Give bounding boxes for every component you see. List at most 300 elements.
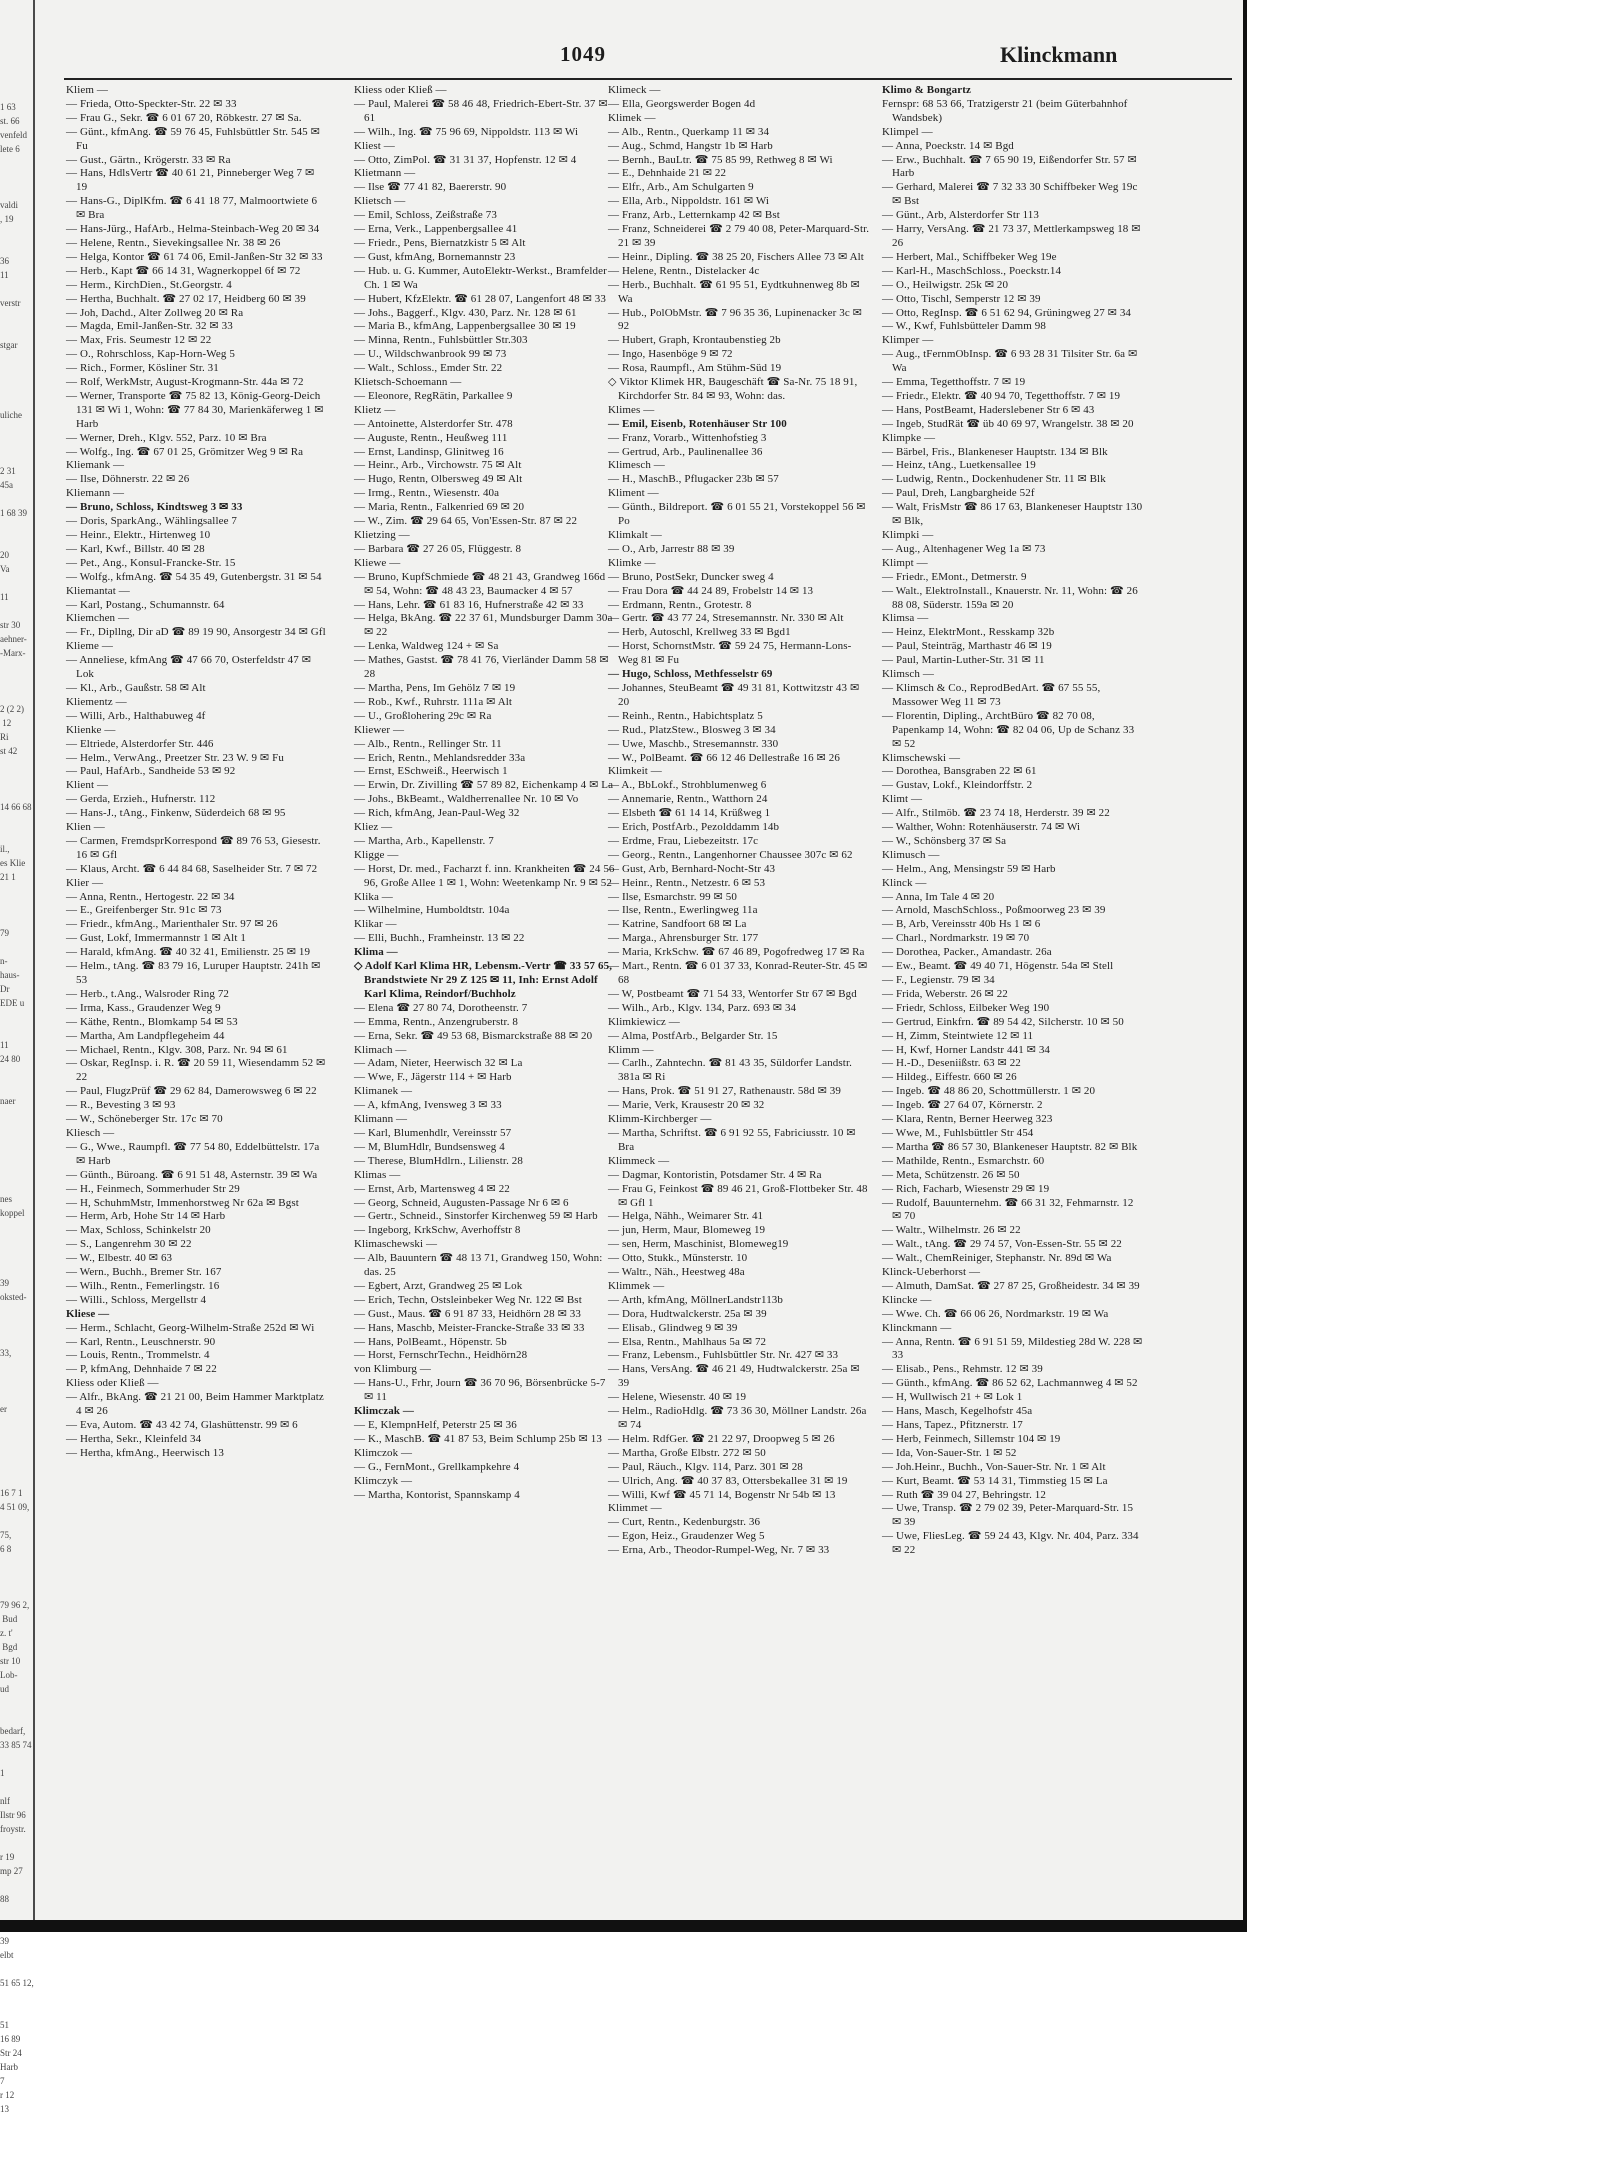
directory-entry: — Bruno, Schloss, Kindtsweg 3 ✉ 33 <box>66 501 243 514</box>
directory-entry: Kliementz — <box>66 695 127 708</box>
directory-entry: — Helene, Rentn., Distelacker 4c <box>608 264 760 277</box>
directory-entry: Klimpke — <box>882 431 936 444</box>
directory-entry: — P, kfmAng, Dehnhaide 7 ✉ 22 <box>66 1363 217 1376</box>
directory-entry: — Erw., Buchhalt. ☎ 7 65 90 19, Eißendorfer Str. 57 ✉ Harb <box>882 153 1137 180</box>
directory-entry: Kliemank — <box>66 459 125 472</box>
directory-entry: — Reinh., Rentn., Habichtsplatz 5 <box>608 709 763 722</box>
directory-entry: Klimmet — <box>608 1502 662 1515</box>
directory-entry: Klimo & Bongartz <box>882 84 971 96</box>
directory-entry: — Gertrud, Arb., Paulinenallee 36 <box>608 445 763 458</box>
directory-entry: — Waltr., Näh., Heestweg 48a <box>608 1266 745 1279</box>
directory-entry: — Marie, Verk, Krausestr 20 ✉ 32 <box>608 1099 765 1112</box>
directory-entry: — Otto, ZimPol. ☎ 31 31 37, Hopfenstr. 12 ✉ 4 <box>354 153 577 166</box>
directory-entry: — Helm., RadioHdlg. ☎ 73 36 30, Möllner Landstr. 26a ✉ 74 <box>608 1405 867 1431</box>
directory-entry: — Rudolf, Bauunternehm. ☎ 66 31 32, Fehmarnstr. 12 ✉ 70 <box>882 1196 1134 1223</box>
directory-entry: — Maria B., kfmAng, Lappenbergsallee 30 ✉ 19 <box>354 320 576 333</box>
directory-entry: — E., Dehnhaide 21 ✉ 22 <box>608 167 727 180</box>
directory-entry: — Georg, Schneid, Augusten-Passage Nr 6 ✉ 6 <box>354 1196 569 1209</box>
directory-entry: — Wwe, M., Fuhlsbüttler Str 454 <box>882 1126 1034 1139</box>
directory-entry: — Martha ☎ 86 57 30, Blankeneser Hauptstr. 82 ✉ Blk <box>882 1140 1138 1153</box>
directory-entry: — Max, Fris. Seumestr 12 ✉ 22 <box>66 334 212 347</box>
directory-entry: — Walt., Schloss., Emder Str. 22 <box>354 362 503 375</box>
directory-entry: — Hubert, Graph, Krontaubenstieg 2b <box>608 334 781 347</box>
directory-entry: — Martha, Schriftst. ☎ 6 91 92 55, Fabriciusstr. 10 ✉ Bra <box>608 1126 856 1153</box>
directory-entry: — Charl., Nordmarkstr. 19 ✉ 70 <box>882 932 1030 945</box>
directory-entry: — Wwe, F., Jägerstr 114 + ✉ Harb <box>354 1071 512 1084</box>
directory-entry: — Helm. RdfGer. ☎ 21 22 97, Droopweg 5 ✉ 26 <box>608 1432 835 1445</box>
directory-entry: — Rud., PlatzStew., Blosweg 3 ✉ 34 <box>608 723 776 736</box>
directory-entry: — Hugo, Schloss, Methfesselstr 69 <box>608 668 773 681</box>
directory-entry: — Mathilde, Rentn., Esmarchstr. 60 <box>882 1154 1045 1167</box>
directory-entry: — Ilse, Rentn., Ewerlingweg 11a <box>608 904 758 917</box>
directory-entry: — Elli, Buchh., Framheinstr. 13 ✉ 22 <box>354 932 525 945</box>
directory-entry: — Paul, Dreh, Langbargheide 52f <box>882 487 1035 500</box>
directory-entry: — Friedr, Schloss, Eilbeker Weg 190 <box>882 1001 1050 1014</box>
directory-entry: — Max, Schloss, Schinkelstr 20 <box>66 1224 211 1237</box>
directory-entry: — Heinr., Dipling. ☎ 38 25 20, Fischers Allee 73 ✉ Alt <box>608 250 864 263</box>
directory-entry: — Günth., Bildreport. ☎ 6 01 55 21, Vorstekoppel 56 ✉ Po <box>608 501 866 528</box>
directory-entry: — Almuth, DamSat. ☎ 27 87 25, Großheidestr. 34 ✉ 39 <box>882 1279 1140 1292</box>
directory-entry: — Dora, Hudtwalckerstr. 25a ✉ 39 <box>608 1307 767 1320</box>
directory-entry: — Elisab., Glindweg 9 ✉ 39 <box>608 1321 738 1334</box>
directory-entry: Klimann — <box>354 1113 408 1126</box>
directory-entry: — Helm., VerwAng., Preetzer Str. 23 W. 9 ✉ Fu <box>66 751 284 764</box>
directory-entry: — W., Schönsberg 37 ✉ Sa <box>882 834 1007 847</box>
directory-entry: — Aug., Altenhagener Weg 1a ✉ 73 <box>882 542 1046 555</box>
directory-entry: — Paul, Steinträg, Marthastr 46 ✉ 19 <box>882 640 1052 653</box>
directory-entry: — Hans, VersAng. ☎ 46 21 49, Hudtwalckerstr. 25a ✉ 39 <box>608 1363 860 1390</box>
directory-entry: Klimas — <box>354 1168 401 1181</box>
directory-entry: — Louis, Rentn., Trommelstr. 4 <box>66 1349 210 1362</box>
directory-entry: — Willi, Kwf ☎ 45 71 14, Bogenstr Nr 54b ✉ 13 <box>608 1488 836 1501</box>
directory-entry: Klimczak — <box>354 1405 414 1418</box>
directory-entry: — Wolfg., Ing. ☎ 67 01 25, Grömitzer Weg 9 ✉ Ra <box>66 445 304 458</box>
directory-entry: — H., MaschB., Pflugacker 23b ✉ 57 <box>608 473 779 486</box>
directory-entry: — Franz, Arb., Letternkamp 42 ✉ Bst <box>608 209 780 222</box>
directory-entry: — Harry, VersAng. ☎ 21 73 37, Mettlerkampsweg 18 ✉ 26 <box>882 223 1141 249</box>
directory-entry: Klimkeit — <box>608 765 662 778</box>
directory-entry: — Harald, kfmAng. ☎ 40 32 41, Emilienstr. 25 ✉ 19 <box>66 946 311 959</box>
directory-entry: — Klaus, Archt. ☎ 6 44 84 68, Saselheider Str. 7 ✉ 72 <box>66 862 318 875</box>
directory-entry: — A, kfmAng, Ivensweg 3 ✉ 33 <box>354 1099 502 1112</box>
directory-entry: — Waltr., Wilhelmstr. 26 ✉ 22 <box>882 1224 1021 1237</box>
directory-entry: — Helene, Rentn., Sievekingsallee Nr. 38 ✉ 26 <box>66 236 281 249</box>
directory-entry: — Katrine, Sandfoort 68 ✉ La <box>608 918 747 931</box>
directory-entry: — Klimsch & Co., ReprodBedArt. ☎ 67 55 55, Massower Weg 11 ✉ 73 <box>882 681 1101 708</box>
directory-entry: Klimm — <box>608 1043 654 1056</box>
directory-entry: — Helm., tAng. ☎ 83 79 16, Luruper Hauptstr. 241h ✉ 53 <box>66 960 321 986</box>
directory-entry: — Karl, Postang., Schumannstr. 64 <box>66 598 225 611</box>
directory-entry: von Klimburg — <box>354 1363 431 1376</box>
directory-entry: — Bernh., BauLtr. ☎ 75 85 99, Rethweg 8 ✉ Wi <box>608 153 833 166</box>
directory-entry: — Maria, Rentn., Falkenried 69 ✉ 20 <box>354 501 525 514</box>
directory-entry: — Werner, Transporte ☎ 75 82 13, König-Georg-Deich 131 ✉ Wi 1, Wohn: ☎ 77 84 30, Marienkäferweg 1 ✉ Harb <box>66 389 324 430</box>
directory-entry: — Heinr., Arb., Virchowstr. 75 ✉ Alt <box>354 459 522 472</box>
directory-entry: — Lenka, Waldweg 124 + ✉ Sa <box>354 640 499 653</box>
directory-entry: — Ella, Arb., Nippoldstr. 161 ✉ Wi <box>608 195 770 208</box>
directory-entry: — E, KlempnHelf, Peterstr 25 ✉ 36 <box>354 1419 517 1431</box>
directory-entry: — Irmg., Rentn., Wiesenstr. 40a <box>354 487 500 500</box>
directory-entry: Kliess oder Kließ — <box>354 84 447 96</box>
directory-entry: — Heinr., Rentn., Netzestr. 6 ✉ 53 <box>608 876 766 889</box>
directory-entry: — Anna, Rentn., Hertogestr. 22 ✉ 34 <box>66 890 235 903</box>
directory-entry: — Käthe, Rentn., Blomkamp 54 ✉ 53 <box>66 1015 238 1028</box>
directory-entry: — Helga, BkAng. ☎ 22 37 61, Mundsburger Damm 30a ✉ 22 <box>354 612 613 639</box>
directory-entry: — Dorothea, Packer., Amandastr. 26a <box>882 946 1052 959</box>
directory-entry: — W., Schöneberger Str. 17c ✉ 70 <box>66 1113 223 1126</box>
directory-entry: — Rolf, WerkMstr, August-Krogmann-Str. 44a ✉ 72 <box>66 376 304 389</box>
directory-entry: — Florentin, Dipling., ArchtBüro ☎ 82 70 08, Papenkamp 14, Wohn: ☎ 82 04 06, Up de Schanz 33 ✉ 52 <box>882 709 1135 750</box>
directory-entry: — Franz, Schneiderei ☎ 2 79 40 08, Peter-Marquard-Str. 21 ✉ 39 <box>608 223 870 249</box>
directory-entry: — M, BlumHdlr, Bundsensweg 4 <box>354 1140 505 1153</box>
directory-entry: Klienke — <box>66 723 116 736</box>
directory-entry: — H., Feinmech, Sommerhuder Str 29 <box>66 1182 240 1195</box>
directory-entry: — Bruno, KupfSchmiede ☎ 48 21 43, Grandweg 166d ✉ 54, Wohn: ☎ 48 43 23, Baumacker 4 ✉ 57 <box>354 570 606 597</box>
directory-entry: — Michael, Rentn., Klgv. 308, Parz. Nr. 94 ✉ 61 <box>66 1043 288 1056</box>
directory-entry: — Alb, Bauuntern ☎ 48 13 71, Grandweg 150, Wohn: das. 25 <box>354 1252 603 1279</box>
directory-entry: — Pet., Ang., Konsul-Francke-Str. 15 <box>66 556 236 569</box>
directory-entry: — E., Greifenberger Str. 91c ✉ 73 <box>66 904 222 917</box>
directory-entry: — Friedr., Pens, Biernatzkistr 5 ✉ Alt <box>354 236 526 249</box>
directory-entry: — O., Arb, Jarrestr 88 ✉ 39 <box>608 542 735 555</box>
directory-entry: — Ilse, Döhnerstr. 22 ✉ 26 <box>66 473 190 486</box>
directory-entry: — Walther, Wohn: Rotenhäuserstr. 74 ✉ Wi <box>882 821 1081 834</box>
directory-entry: — Ilse ☎ 77 41 82, Baererstr. 90 <box>354 181 507 194</box>
directory-entry: — Frau Dora ☎ 44 24 89, Frobelstr 14 ✉ 13 <box>608 584 814 597</box>
directory-entry: — Otto, Tischl, Semperstr 12 ✉ 39 <box>882 292 1041 305</box>
directory-entry: — Hub. u. G. Kummer, AutoElektr-Werkst., Bramfelder Ch. 1 ✉ Wa <box>354 264 607 291</box>
directory-entry: Klimschewski — <box>882 751 961 764</box>
directory-entry: — Paul, Räuch., Klgv. 114, Parz. 301 ✉ 28 <box>608 1460 803 1473</box>
directory-entry: — Antoinette, Alsterdorfer Str. 478 <box>354 417 513 430</box>
directory-entry: — Paul, Martin-Luther-Str. 31 ✉ 11 <box>882 654 1045 667</box>
directory-entry: Klimes — <box>608 403 655 416</box>
directory-entry: — Gust., Maus. ☎ 6 91 87 33, Heidhörn 28 ✉ 33 <box>354 1307 581 1320</box>
directory-entry: — G., FernMont., Grellkampkehre 4 <box>354 1460 520 1473</box>
directory-entry: — Hans, PostBeamt, Haderslebener Str 6 ✉ 43 <box>882 403 1095 416</box>
directory-entry: — Adam, Nieter, Heerwisch 32 ✉ La <box>354 1057 523 1070</box>
directory-entry: — Egon, Heiz., Graudenzer Weg 5 <box>608 1530 765 1543</box>
directory-entry: — Minna, Rentn., Fuhlsbüttler Str.303 <box>354 334 528 347</box>
directory-entry: — sen, Herm, Maschinist, Blomeweg19 <box>608 1238 789 1251</box>
directory-entry: — Ella, Georgswerder Bogen 4d <box>608 97 756 110</box>
directory-entry: — Günth., kfmAng. ☎ 86 52 62, Lachmannweg 4 ✉ 52 <box>882 1377 1138 1390</box>
directory-entry: — Elisab., Pens., Rehmstr. 12 ✉ 39 <box>882 1363 1043 1376</box>
directory-entry: — Aug., tFernmObInsp. ☎ 6 93 28 31 Tilsiter Str. 6a ✉ Wa <box>882 348 1138 375</box>
directory-entry: — S., Langenrehm 30 ✉ 22 <box>66 1238 192 1251</box>
directory-entry: Kliess oder Kließ — <box>66 1377 159 1390</box>
directory-entry: — Elfr., Arb., Am Schulgarten 9 <box>608 181 754 194</box>
directory-entry: — Gertr., Schneid., Sinstorfer Kirchenweg 59 ✉ Harb <box>354 1210 598 1223</box>
scan-border-bottom <box>0 1920 1247 1932</box>
directory-entry: Kliest — <box>354 139 395 152</box>
directory-entry: — Alfr., Stilmöb. ☎ 23 74 18, Herderstr. 39 ✉ 22 <box>882 807 1110 820</box>
directory-entry: — Ingo, Hasenböge 9 ✉ 72 <box>608 348 733 361</box>
directory-entry: — Hans-Jürg., HafArb., Helma-Steinbach-Weg 20 ✉ 34 <box>66 223 320 236</box>
directory-entry: — Hans-J., tAng., Finkenw, Süderdeich 68 ✉ 95 <box>66 807 286 820</box>
directory-entry: — Rob., Kwf., Ruhrstr. 111a ✉ Alt <box>354 695 513 708</box>
directory-entry: — G., Wwe., Raumpfl. ☎ 77 54 80, Eddelbüttelstr. 17a ✉ Harb <box>66 1140 320 1167</box>
directory-entry: — Günt., Arb, Alsterdorfer Str 113 <box>882 209 1039 222</box>
directory-entry: — Doris, SparkAng., Wählingsallee 7 <box>66 515 238 528</box>
directory-entry: — Martha, Kontorist, Spannskamp 4 <box>354 1488 520 1501</box>
directory-entry: Klimsa — <box>882 612 929 625</box>
directory-entry: — Auguste, Rentn., Heußweg 111 <box>354 431 508 444</box>
directory-entry: — Herb., Kapt ☎ 66 14 31, Wagnerkoppel 6f ✉ 72 <box>66 264 301 277</box>
directory-entry: — Bruno, PostSekr, Duncker sweg 4 <box>608 570 774 583</box>
directory-entry: — U., Großlohering 29c ✉ Ra <box>354 709 492 722</box>
directory-entry: Kliesch — <box>66 1126 115 1139</box>
directory-entry: — K., MaschB. ☎ 41 87 53, Beim Schlump 25b ✉ 13 <box>354 1432 602 1445</box>
directory-entry: Klietsch — <box>354 195 406 208</box>
directory-entry: — Joh.Heinr., Buchh., Von-Sauer-Str. Nr. 1 ✉ Alt <box>882 1460 1106 1473</box>
directory-entry: — Rich, Facharb, Wiesenstr 29 ✉ 19 <box>882 1182 1050 1195</box>
directory-entry: — Anneliese, kfmAng ☎ 47 66 70, Osterfeldstr 47 ✉ Lok <box>66 654 312 681</box>
directory-entry: — Hans-U., Frhr, Journ ☎ 36 70 96, Börsenbrücke 5-7 ✉ 11 <box>354 1377 606 1404</box>
directory-entry: Klimesch — <box>608 459 665 472</box>
directory-entry: — Hans, Lehr. ☎ 61 83 16, Hufnerstraße 42 ✉ 33 <box>354 598 584 611</box>
directory-entry: — Otto, Stukk., Münsterstr. 10 <box>608 1252 748 1265</box>
directory-entry: — F., Legienstr. 79 ✉ 34 <box>882 974 995 986</box>
directory-entry: — Heinz, tAng., Luetkensallee 19 <box>882 459 1036 472</box>
directory-entry: ◇ Adolf Karl Klima HR, Lebensm.-Vertr ☎ 33 57 65, Brandstwiete Nr 29 Z 125 ✉ 11, Inh: Ernst Adolf Karl Klima, Reindorf/Buchholz <box>354 960 613 1000</box>
directory-column-4 <box>882 84 1144 1884</box>
facing-page-bleed-text: 1 63 st. 66 venfeld lete 6 valdi , 19 36 11 verstr stgar uliche 2 31 45a 1 68 39 20 Va 11 str 30 aehner- -Marx- 2 (2 2) 12 Ri st 42 14 66 68 il., es Klie 21 1 79 n- haus- Dr EDE u 11 24 80 naer nes koppel 39 oksted- 33, er 16 7 1 4 51 09, 75, 6 8 79 96 2, Bud z. t' Bgd str 10 Lob- ud bedarf, 33 85 74 1 nlf Ilstr 96 froystr. r 19 mp 27 88 39 elbt 51 65 12, 51 16 89 Str 24 Harb 7 r 12 13 <box>0 102 34 2114</box>
directory-entry: — Kurt, Beamt. ☎ 53 14 31, Timmstieg 15 ✉ La <box>882 1474 1108 1487</box>
directory-entry: — Herb., t.Ang., Walsroder Ring 72 <box>66 987 230 1000</box>
directory-entry: — Gertrud, Einkfrn. ☎ 89 54 42, Silcherstr. 10 ✉ 50 <box>882 1015 1124 1028</box>
directory-entry: — A., BbLokf., Strohblumenweg 6 <box>608 779 767 792</box>
directory-entry: — Alma, PostfArb., Belgarder Str. 15 <box>608 1029 778 1042</box>
directory-entry: Klimmek — <box>608 1279 665 1292</box>
directory-entry: Kliez — <box>354 821 393 834</box>
directory-entry: — Paul, FlugzPrüf ☎ 29 62 84, Damerowsweg 6 ✉ 22 <box>66 1085 317 1098</box>
directory-entry: — Emma, Tegetthoffstr. 7 ✉ 19 <box>882 376 1026 389</box>
directory-entry: — Ilse, Esmarchstr. 99 ✉ 50 <box>608 890 737 903</box>
directory-entry: — Uwe, Transp. ☎ 2 79 02 39, Peter-Marquard-Str. 15 ✉ 39 <box>882 1502 1134 1529</box>
directory-entry: — Alb., Rentn., Rellinger Str. 11 <box>354 737 502 750</box>
page-number: 1049 <box>560 42 606 66</box>
directory-entry: — Ruth ☎ 39 04 27, Behringstr. 12 <box>882 1488 1046 1501</box>
directory-entry: — Walt., ElektroInstall., Knauerstr. Nr. 11, Wohn: ☎ 26 88 08, Süderstr. 159a ✉ 20 <box>882 584 1138 611</box>
directory-entry: Klimper — <box>882 334 934 347</box>
directory-entry: — Horst, FernschrTechn., Heidhörn28 <box>354 1349 528 1362</box>
directory-entry: — Anna, Im Tale 4 ✉ 20 <box>882 890 995 903</box>
directory-entry: — Gerda, Erzieh., Hufnerstr. 112 <box>66 793 216 806</box>
directory-entry: Klinck-Ueberhorst — <box>882 1266 981 1279</box>
directory-entry: Klimach — <box>354 1043 407 1056</box>
directory-entry: Kliemantat — <box>66 584 130 597</box>
directory-entry: — Ernst, Arb, Martensweg 4 ✉ 22 <box>354 1182 510 1195</box>
directory-entry: — Gust, Arb, Bernhard-Nocht-Str 43 <box>608 862 776 875</box>
directory-entry: Klimt — <box>882 793 923 806</box>
directory-column-2 <box>354 84 616 1884</box>
directory-entry: Klimczok — <box>354 1446 413 1459</box>
directory-entry: — Kl., Arb., Gaußstr. 58 ✉ Alt <box>66 681 206 694</box>
directory-entry: — Frieda, Otto-Speckter-Str. 22 ✉ 33 <box>66 97 237 110</box>
directory-entry: — Aug., Schmd, Hangstr 1b ✉ Harb <box>608 139 773 152</box>
directory-entry: — Maria, KrkSchw. ☎ 67 46 89, Pogofredweg 17 ✉ Ra <box>608 946 865 959</box>
directory-entry: — Wolfg., kfmAng. ☎ 54 35 49, Gutenbergstr. 31 ✉ 54 <box>66 570 322 583</box>
directory-entry: — Herbert, Mal., Schiffbeker Weg 19e <box>882 250 1057 263</box>
directory-entry: Klietz — <box>354 403 396 416</box>
directory-entry: — Helga, Nähh., Weimarer Str. 41 <box>608 1210 764 1223</box>
directory-entry: — Herb, Autoschl, Krellweg 33 ✉ Bgd1 <box>608 626 791 639</box>
directory-entry: — Gust., Gärtn., Krögerstr. 33 ✉ Ra <box>66 153 231 166</box>
directory-entry: — Herm, Arb, Hohe Str 14 ✉ Harb <box>66 1210 226 1223</box>
directory-entry: — Otto, RegInsp. ☎ 6 51 62 94, Grüningweg 27 ✉ 34 <box>882 306 1132 319</box>
directory-entry: — Rich., Former, Kösliner Str. 31 <box>66 362 219 375</box>
directory-entry: Klimaschewski — <box>354 1238 438 1251</box>
directory-entry: — Herb., Buchhalt. ☎ 61 95 51, Eydtkuhnenweg 8b ✉ Wa <box>608 278 860 305</box>
directory-entry: — Curt, Rentn., Kedenburgstr. 36 <box>608 1516 761 1529</box>
directory-entry: — Erwin, Dr. Zivilling ☎ 57 89 82, Eichenkamp 4 ✉ La <box>354 779 614 792</box>
directory-entry: — Herm., Schlacht, Georg-Wilhelm-Straße 252d ✉ Wi <box>66 1321 315 1334</box>
directory-entry: Klietzing — <box>354 529 410 541</box>
directory-entry: — Ernst, ESchweiß., Heerwisch 1 <box>354 765 508 778</box>
directory-entry: — Elsa, Rentn., Mahlhaus 5a ✉ 72 <box>608 1335 767 1348</box>
directory-entry: — Hans, HdlsVertr ☎ 40 61 21, Pinneberger Weg 7 ✉ 19 <box>66 167 315 194</box>
directory-entry: Klikar — <box>354 918 397 931</box>
directory-column-1 <box>66 84 328 1884</box>
directory-entry: Kliewer — <box>354 723 405 736</box>
directory-entry: — Egbert, Arzt, Grandweg 25 ✉ Lok <box>354 1279 523 1292</box>
directory-entry: — Martha, Am Landpflegeheim 44 <box>66 1029 225 1042</box>
directory-entry: — Walt., tAng. ☎ 29 74 57, Von-Essen-Str. 55 ✉ 22 <box>882 1238 1122 1251</box>
directory-entry: — Hildeg., Eiffestr. 660 ✉ 26 <box>882 1071 1017 1084</box>
directory-entry: — Helene, Wiesenstr. 40 ✉ 19 <box>608 1391 747 1404</box>
directory-entry: — Alfr., BkAng. ☎ 21 21 00, Beim Hammer Marktplatz 4 ✉ 26 <box>66 1391 324 1418</box>
directory-entry: Klimusch — <box>882 848 940 861</box>
directory-entry: — Mart., Rentn. ☎ 6 01 37 33, Konrad-Reuter-Str. 45 ✉ 68 <box>608 960 868 986</box>
directory-entry: — Martha, Pens, Im Gehölz 7 ✉ 19 <box>354 681 516 694</box>
directory-entry: — Erich, PostfArb., Pezolddamm 14b <box>608 821 780 834</box>
directory-entry: ◇ Viktor Klimek HR, Baugeschäft ☎ Sa-Nr. 75 18 91, Kirchdorfer Str. 84 ✉ 93, Wohn: das. <box>608 376 858 402</box>
directory-entry: — Günth., Büroang. ☎ 6 91 51 48, Asternstr. 39 ✉ Wa <box>66 1168 318 1181</box>
directory-entry: Klieme — <box>66 640 113 653</box>
directory-entry: — Georg., Rentn., Langenhorner Chaussee 307c ✉ 62 <box>608 848 853 861</box>
directory-entry: — Eltriede, Alsterdorfer Str. 446 <box>66 737 214 750</box>
directory-entry: — Uwe, FliesLeg. ☎ 59 24 43, Klgv. Nr. 404, Parz. 334 ✉ 22 <box>882 1530 1139 1557</box>
directory-entry: — Hans, Prok. ☎ 51 91 27, Rathenaustr. 58d ✉ 39 <box>608 1085 841 1098</box>
directory-entry: — Ulrich, Ang. ☎ 40 37 83, Ottersbekallee 31 ✉ 19 <box>608 1474 848 1487</box>
directory-entry: — Friedr., Elektr. ☎ 40 94 70, Tegetthoffstr. 7 ✉ 19 <box>882 389 1121 402</box>
directory-entry: — Anna, Rentn. ☎ 6 91 51 59, Mildestieg 28d W. 228 ✉ 33 <box>882 1335 1143 1362</box>
directory-entry: — Helga, Kontor ☎ 61 74 06, Emil-Janßen-Str 32 ✉ 33 <box>66 250 323 263</box>
directory-entry: Klietmann — <box>354 167 416 180</box>
directory-entry: Klimpt — <box>882 556 928 569</box>
directory-entry: Kligge — <box>354 848 399 861</box>
directory-entry: — Wilh., Rentn., Femerlingstr. 16 <box>66 1279 220 1292</box>
directory-entry: — Horst, SchornstMstr. ☎ 59 24 75, Hermann-Lons-Weg 81 ✉ Fu <box>608 640 852 667</box>
directory-entry: — W., Elbestr. 40 ✉ 63 <box>66 1252 173 1265</box>
directory-entry: — Joh, Dachd., Alter Zollweg 20 ✉ Ra <box>66 306 244 319</box>
directory-entry: — Bärbel, Fris., Blankeneser Hauptstr. 134 ✉ Blk <box>882 445 1108 458</box>
directory-entry: Klimek — <box>608 111 656 124</box>
directory-entry: — O., Heilwigstr. 25k ✉ 20 <box>882 278 1009 291</box>
directory-entry: — Gertr. ☎ 43 77 24, Stresemannstr. Nr. 330 ✉ Alt <box>608 612 844 625</box>
directory-entry: — Gust, kfmAng, Bornemannstr 23 <box>354 250 516 263</box>
directory-entry: — Martha, Arb., Kapellenstr. 7 <box>354 834 494 847</box>
directory-entry: — Karl, Kwf., Billstr. 40 ✉ 28 <box>66 542 205 555</box>
directory-entry: — jun, Herm, Maur, Blomeweg 19 <box>608 1224 766 1237</box>
directory-entry: — W, Postbeamt ☎ 71 54 33, Wentorfer Str 67 ✉ Bgd <box>608 987 857 1000</box>
directory-entry: — Johannes, SteuBeamt ☎ 49 31 81, Kottwitzstr 43 ✉ 20 <box>608 681 860 708</box>
directory-entry: — Rich, kfmAng, Jean-Paul-Weg 32 <box>354 807 520 820</box>
directory-entry: — Wilh., Arb., Klgv. 134, Parz. 693 ✉ 34 <box>608 1001 797 1014</box>
directory-entry: Kliment — <box>608 487 659 500</box>
directory-entry: — Eva, Autom. ☎ 43 42 74, Glashüttenstr. 99 ✉ 6 <box>66 1419 298 1431</box>
directory-entry: — Alb., Rentn., Querkamp 11 ✉ 34 <box>608 125 770 138</box>
directory-entry: — Ludwig, Rentn., Dockenhudener Str. 11 ✉ Blk <box>882 473 1106 486</box>
directory-entry: — Arnold, MaschSchloss., Poßmoorweg 23 ✉ 39 <box>882 904 1106 917</box>
directory-entry: — Franz, Vorarb., Wittenhofstieg 3 <box>608 431 767 444</box>
directory-entry: Klimkalt — <box>608 529 662 541</box>
directory-entry: — H.-D., Deseniißstr. 63 ✉ 22 <box>882 1057 1021 1070</box>
directory-entry: — Ingeb. ☎ 27 64 07, Körnerstr. 2 <box>882 1099 1043 1112</box>
directory-entry: — Uwe, Maschb., Stresemannstr. 330 <box>608 737 779 750</box>
directory-entry: — Hertha, Sekr., Kleinfeld 34 <box>66 1432 202 1445</box>
directory-entry: — Paul, Malerei ☎ 58 46 48, Friedrich-Ebert-Str. 37 ✉ 61 <box>354 97 608 124</box>
directory-entry: — H, Wullwisch 21 + ✉ Lok 1 <box>882 1391 1023 1404</box>
directory-entry: — Hans, PolBeamt., Höpenstr. 5b <box>354 1335 507 1348</box>
directory-entry: — Hugo, Rentn, Olbersweg 49 ✉ Alt <box>354 473 523 486</box>
directory-entry: — Mathes, Gastst. ☎ 78 41 76, Vierländer Damm 58 ✉ 28 <box>354 654 609 681</box>
directory-entry: — Meta, Schützenstr. 26 ✉ 50 <box>882 1168 1020 1181</box>
directory-entry: — Ingeb, StudRät ☎ üb 40 69 97, Wrangelstr. 38 ✉ 20 <box>882 417 1134 430</box>
directory-entry: — Carmen, FremdsprKorrespond ☎ 89 76 53, Giesestr. 16 ✉ Gfl <box>66 834 321 861</box>
directory-entry: Klimm-Kirchberger — <box>608 1113 712 1126</box>
directory-entry: — Arth, kfmAng, MöllnerLandstr113b <box>608 1293 784 1306</box>
directory-entry: — Gust, Lokf, Immermannstr 1 ✉ Alt 1 <box>66 932 246 945</box>
directory-entry: Kliemann — <box>66 487 125 500</box>
directory-entry: — Erich, Techn, Ostsleinbeker Weg Nr. 122 ✉ Bst <box>354 1293 582 1306</box>
directory-entry: — Rosa, Raumpfl., Am Stühm-Süd 19 <box>608 362 782 375</box>
directory-entry: — Wern., Buchh., Bremer Str. 167 <box>66 1266 222 1279</box>
directory-entry: — Hub., PolObMstr. ☎ 7 96 35 36, Lupinenacker 3c ✉ 92 <box>608 306 863 333</box>
directory-entry: — Emma, Rentn., Anzengruberstr. 8 <box>354 1015 518 1028</box>
directory-entry: — O., Rohrschloss, Kap-Horn-Weg 5 <box>66 348 235 361</box>
directory-entry: — Heinr., Elektr., Hirtenweg 10 <box>66 529 211 541</box>
directory-entry: — Barbara ☎ 27 26 05, Flüggestr. 8 <box>354 542 522 555</box>
directory-entry: — H, Zimm, Steintwiete 12 ✉ 11 <box>882 1029 1034 1042</box>
directory-entry: — Wilh., Ing. ☎ 75 96 69, Nippoldstr. 113 ✉ Wi <box>354 125 579 138</box>
directory-entry: Kliewe — <box>354 556 401 569</box>
header-rule <box>64 78 1232 80</box>
directory-entry: — Martha, Große Elbstr. 272 ✉ 50 <box>608 1446 766 1459</box>
directory-entry: Klika — <box>354 890 393 903</box>
directory-entry: — Klara, Rentn, Berner Heerweg 323 <box>882 1113 1053 1126</box>
directory-entry: — Hans-G., DiplKfm. ☎ 6 41 18 77, Malmoortwiete 6 ✉ Bra <box>66 195 318 222</box>
directory-entry: — Hans, Tapez., Pfitznerstr. 17 <box>882 1419 1023 1431</box>
directory-entry: — Carlh., Zahntechn. ☎ 81 43 35, Süldorfer Landstr. 381a ✉ Ri <box>608 1057 852 1084</box>
directory-entry: — Franz, Lebensm., Fuhlsbüttler Str. Nr. 427 ✉ 33 <box>608 1349 839 1362</box>
directory-entry: Klimkiewicz — <box>608 1015 680 1028</box>
directory-entry: Klinck — <box>882 876 927 889</box>
directory-entry: Klimke — <box>608 556 656 569</box>
directory-entry: — Oskar, RegInsp. i. R. ☎ 20 59 11, Wiesendamm 52 ✉ 22 <box>66 1057 326 1084</box>
directory-entry: — U., Wildschwanbrook 99 ✉ 73 <box>354 348 507 361</box>
directory-entry: — Marga., Ahrensburger Str. 177 <box>608 932 759 945</box>
directory-entry: — Hans, Maschb, Meister-Francke-Straße 33 ✉ 33 <box>354 1321 585 1334</box>
directory-entry: — H, Kwf, Horner Landstr 441 ✉ 34 <box>882 1043 1051 1056</box>
directory-entry: — Willi., Schloss, Mergellstr 4 <box>66 1293 207 1306</box>
directory-entry: — Magda, Emil-Janßen-Str. 32 ✉ 33 <box>66 320 233 333</box>
directory-entry: — Erna, Sekr. ☎ 49 53 68, Bismarckstraße 88 ✉ 20 <box>354 1029 593 1042</box>
directory-entry: — Heinz, ElektrMont., Resskamp 32b <box>882 626 1055 639</box>
directory-entry: — Walt, FrisMstr ☎ 86 17 63, Blankeneser Hauptstr 130 ✉ Blk, <box>882 501 1143 528</box>
directory-entry: — Frau G., Sekr. ☎ 6 01 67 20, Röbkestr. 27 ✉ Sa. <box>66 111 302 124</box>
